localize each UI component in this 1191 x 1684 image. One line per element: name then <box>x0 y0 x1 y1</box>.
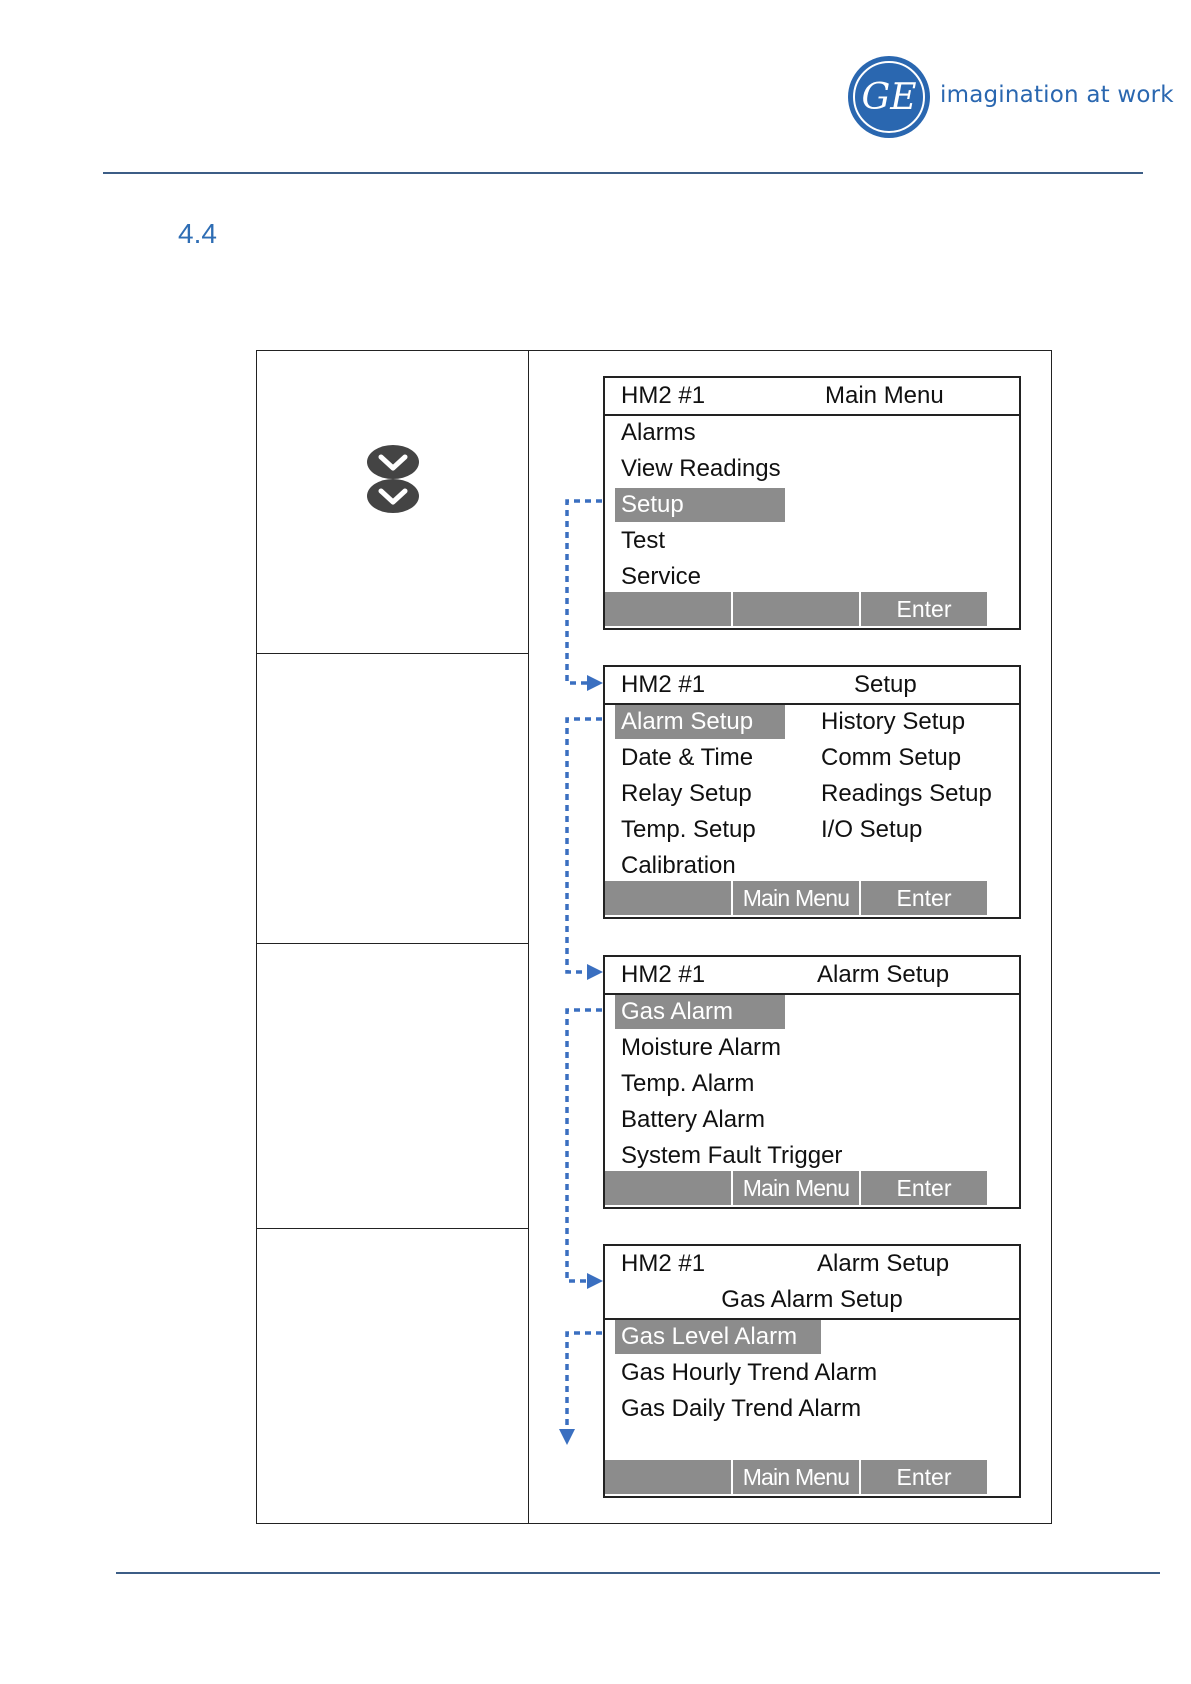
device-name: HM2 #1 <box>621 1250 706 1277</box>
main-menu-softkey[interactable]: Main Menu <box>733 881 859 915</box>
enter-softkey[interactable]: Enter <box>861 592 987 626</box>
screen-title: Alarm Setup <box>817 961 950 988</box>
device-name: HM2 #1 <box>621 961 706 988</box>
screen-header <box>605 378 1019 416</box>
section-number: 4.4 <box>178 218 217 249</box>
setup-screen <box>603 665 1021 919</box>
main-menu-screen <box>603 376 1021 630</box>
flow-arrow-2 <box>567 719 602 972</box>
menu-item-calibration[interactable]: Calibration <box>621 852 736 879</box>
screen-header <box>605 957 1019 995</box>
footer-rule <box>116 1572 1160 1574</box>
screen-header <box>605 1246 1019 1320</box>
screen-title: Main Menu <box>825 382 944 409</box>
screen-subtitle: Gas Alarm Setup <box>721 1286 903 1313</box>
menu-item-setup[interactable]: Setup <box>615 488 785 522</box>
flow-arrow-4 <box>567 1333 602 1431</box>
softkey-bar <box>605 592 1019 626</box>
softkey-1[interactable] <box>605 881 731 915</box>
menu-item-history-setup[interactable]: History Setup <box>821 708 966 735</box>
menu-item-service[interactable]: Service <box>621 563 702 590</box>
menu-item-test[interactable]: Test <box>621 527 666 554</box>
menu-item-temp-setup[interactable]: Temp. Setup <box>621 816 756 843</box>
gas-alarm-setup-screen <box>603 1244 1021 1498</box>
main-menu-softkey[interactable]: Main Menu <box>733 1171 859 1205</box>
menu-item-readings-setup[interactable]: Readings Setup <box>821 780 992 807</box>
enter-softkey[interactable]: Enter <box>861 881 987 915</box>
alarm-setup-screen <box>603 955 1021 1209</box>
header-rule <box>103 172 1143 174</box>
menu-item-gas-level-alarm[interactable]: Gas Level Alarm <box>615 1320 821 1354</box>
menu-item-gas-alarm[interactable]: Gas Alarm <box>615 995 785 1029</box>
menu-item-view-readings[interactable]: View Readings <box>621 455 781 482</box>
menu-item-relay-setup[interactable]: Relay Setup <box>621 780 752 807</box>
softkey-2[interactable] <box>733 592 859 626</box>
softkey-1[interactable] <box>605 1460 731 1494</box>
device-name: HM2 #1 <box>621 671 706 698</box>
menu-item-alarms[interactable]: Alarms <box>621 419 696 446</box>
ge-logo <box>846 54 932 140</box>
menu-item-temp-alarm[interactable]: Temp. Alarm <box>621 1070 755 1097</box>
softkey-1[interactable] <box>605 592 731 626</box>
flow-arrow-1 <box>567 501 602 683</box>
ge-logo-letters: GE <box>861 77 917 118</box>
softkey-bar <box>605 1460 1019 1494</box>
brand-tagline: imagination at work <box>940 82 1174 108</box>
menu-item-battery-alarm[interactable]: Battery Alarm <box>621 1106 766 1133</box>
menu-item-system-fault-trigger[interactable]: System Fault Trigger <box>621 1142 843 1169</box>
menu-item-gas-daily-trend-alarm[interactable]: Gas Daily Trend Alarm <box>621 1395 862 1422</box>
menu-item-date-time[interactable]: Date & Time <box>621 744 754 771</box>
enter-softkey[interactable]: Enter <box>861 1460 987 1494</box>
menu-item-comm-setup[interactable]: Comm Setup <box>821 744 962 771</box>
menu-item-gas-hourly-trend-alarm[interactable]: Gas Hourly Trend Alarm <box>621 1359 878 1386</box>
screen-title: Alarm Setup <box>817 1250 950 1277</box>
procedure-table <box>256 350 1052 1524</box>
menu-item-io-setup[interactable]: I/O Setup <box>821 816 923 843</box>
main-menu-softkey[interactable]: Main Menu <box>733 1460 859 1494</box>
device-name: HM2 #1 <box>621 382 706 409</box>
softkey-1[interactable] <box>605 1171 731 1205</box>
menu-item-moisture-alarm[interactable]: Moisture Alarm <box>621 1034 782 1061</box>
flow-arrow-3 <box>567 1010 602 1281</box>
softkey-bar <box>605 1171 1019 1205</box>
screen-title: Setup <box>854 671 917 698</box>
enter-softkey[interactable]: Enter <box>861 1171 987 1205</box>
softkey-bar <box>605 881 1019 915</box>
menu-item-alarm-setup[interactable]: Alarm Setup <box>615 705 785 739</box>
screen-header <box>605 667 1019 705</box>
